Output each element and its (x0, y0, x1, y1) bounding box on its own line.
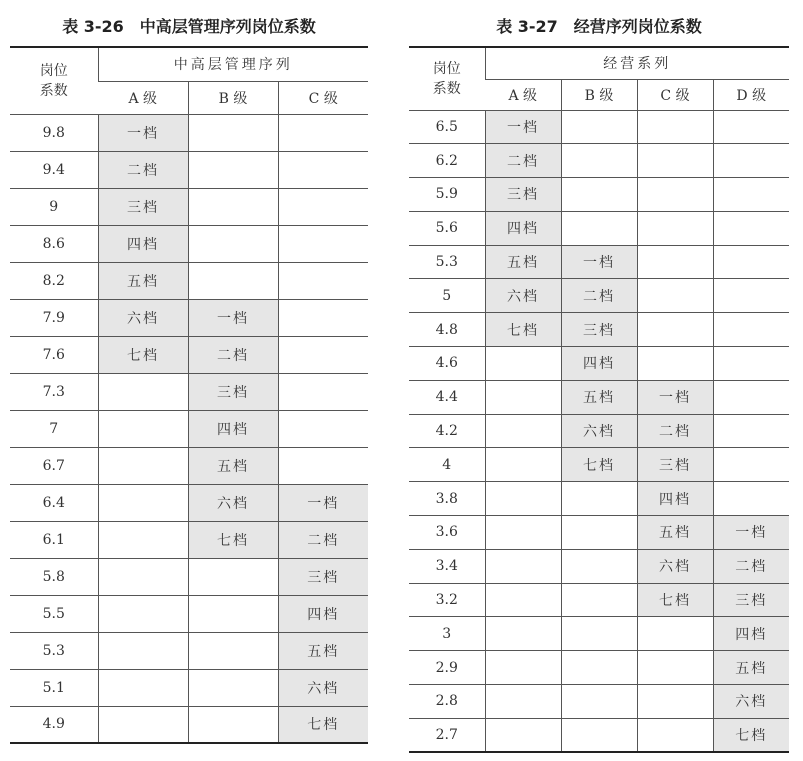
empty-cell (637, 718, 713, 752)
empty-cell (98, 669, 188, 706)
table-row (409, 617, 789, 651)
table-row (409, 448, 789, 482)
table-row (10, 225, 368, 262)
empty-cell (713, 482, 789, 516)
business-coefficient-table (409, 46, 789, 753)
empty-cell (98, 706, 188, 743)
grade-cell: 一档 (561, 245, 637, 279)
table-row (10, 373, 368, 410)
empty-cell (561, 617, 637, 651)
table-row (409, 211, 789, 245)
grade-cell: 七档 (98, 336, 188, 373)
empty-cell (485, 482, 561, 516)
empty-cell (713, 110, 789, 144)
grade-cell: 五档 (561, 380, 637, 414)
grade-cell: 七档 (561, 448, 637, 482)
grade-cell: 五档 (98, 262, 188, 299)
column-header: A 级 (485, 79, 561, 110)
grade-cell: 四档 (485, 211, 561, 245)
table-row (10, 114, 368, 151)
empty-cell (561, 211, 637, 245)
empty-cell (188, 669, 278, 706)
table-row (409, 347, 789, 381)
table-row (10, 521, 368, 558)
coefficient-cell: 6.5 (409, 110, 485, 144)
grade-cell: 三档 (561, 313, 637, 347)
coefficient-cell: 5.3 (10, 632, 98, 669)
grade-cell: 二档 (278, 521, 368, 558)
grade-cell: 六档 (278, 669, 368, 706)
grade-cell: 一档 (278, 484, 368, 521)
empty-cell (278, 447, 368, 484)
grade-cell: 一档 (98, 114, 188, 151)
grade-cell: 二档 (98, 151, 188, 188)
empty-cell (98, 373, 188, 410)
empty-cell (485, 516, 561, 550)
table-row (10, 484, 368, 521)
table-row (409, 583, 789, 617)
table-3-26-caption: 表 3-26 中高层管理序列岗位系数 (62, 17, 316, 36)
empty-cell (98, 410, 188, 447)
empty-cell (637, 110, 713, 144)
coefficient-cell: 4 (409, 448, 485, 482)
coefficient-cell: 3 (409, 617, 485, 651)
empty-cell (485, 583, 561, 617)
coefficient-cell: 5.3 (409, 245, 485, 279)
empty-cell (188, 151, 278, 188)
empty-cell (561, 685, 637, 719)
grade-cell: 四档 (98, 225, 188, 262)
grade-cell: 一档 (485, 110, 561, 144)
table-row (10, 151, 368, 188)
empty-cell (637, 651, 713, 685)
row-header-line1: 岗位 (432, 60, 461, 77)
table-row (409, 144, 789, 178)
grade-cell: 三档 (188, 373, 278, 410)
grade-cell: 七档 (188, 521, 278, 558)
grade-cell: 六档 (637, 549, 713, 583)
grade-cell: 六档 (98, 299, 188, 336)
grade-cell: 一档 (713, 516, 789, 550)
coefficient-cell: 5.9 (409, 178, 485, 212)
empty-cell (637, 211, 713, 245)
coefficient-cell: 3.4 (409, 549, 485, 583)
management-coefficient-table (10, 46, 368, 744)
grade-cell: 二档 (713, 549, 789, 583)
table-row (10, 188, 368, 225)
table-row (409, 482, 789, 516)
grade-cell: 一档 (188, 299, 278, 336)
grade-cell: 三档 (98, 188, 188, 225)
empty-cell (637, 313, 713, 347)
coefficient-cell: 5.8 (10, 558, 98, 595)
table-row (409, 245, 789, 279)
empty-cell (485, 448, 561, 482)
empty-cell (485, 380, 561, 414)
table-row (409, 414, 789, 448)
empty-cell (278, 262, 368, 299)
coefficient-cell: 6.4 (10, 484, 98, 521)
coefficient-cell: 8.6 (10, 225, 98, 262)
coefficient-cell: 4.2 (409, 414, 485, 448)
coefficient-cell: 5 (409, 279, 485, 313)
column-header: C 级 (278, 81, 368, 114)
row-header-line1: 岗位 (39, 62, 68, 79)
grade-cell: 七档 (485, 313, 561, 347)
empty-cell (713, 347, 789, 381)
table-row (409, 279, 789, 313)
empty-cell (485, 651, 561, 685)
table-row (10, 336, 368, 373)
coefficient-cell: 8.2 (10, 262, 98, 299)
group-header: 经营系列 (485, 47, 789, 79)
empty-cell (561, 482, 637, 516)
empty-cell (485, 685, 561, 719)
table-row (409, 651, 789, 685)
grade-cell: 五档 (278, 632, 368, 669)
table-row (10, 410, 368, 447)
empty-cell (637, 347, 713, 381)
empty-cell (98, 521, 188, 558)
column-header: B 级 (561, 79, 637, 110)
grade-cell: 七档 (637, 583, 713, 617)
coefficient-cell: 6.7 (10, 447, 98, 484)
empty-cell (637, 279, 713, 313)
empty-cell (637, 245, 713, 279)
coefficient-cell: 9 (10, 188, 98, 225)
coefficient-cell: 7.6 (10, 336, 98, 373)
empty-cell (485, 549, 561, 583)
grade-cell: 二档 (485, 144, 561, 178)
coefficient-cell: 5.5 (10, 595, 98, 632)
grade-cell: 三档 (485, 178, 561, 212)
empty-cell (188, 114, 278, 151)
table-row (409, 549, 789, 583)
empty-cell (561, 651, 637, 685)
group-header: 中高层管理序列 (98, 47, 368, 81)
empty-cell (188, 188, 278, 225)
coefficient-cell: 6.2 (409, 144, 485, 178)
table-row (10, 262, 368, 299)
coefficient-cell: 4.4 (409, 380, 485, 414)
table-row (409, 110, 789, 144)
table-row (409, 516, 789, 550)
empty-cell (98, 558, 188, 595)
table-row (409, 685, 789, 719)
grade-cell: 七档 (278, 706, 368, 743)
empty-cell (278, 336, 368, 373)
coefficient-cell: 5.1 (10, 669, 98, 706)
empty-cell (713, 414, 789, 448)
empty-cell (713, 448, 789, 482)
empty-cell (713, 313, 789, 347)
grade-cell: 五档 (637, 516, 713, 550)
grade-cell: 四档 (713, 617, 789, 651)
empty-cell (98, 484, 188, 521)
coefficient-cell: 7.3 (10, 373, 98, 410)
coefficient-cell: 2.7 (409, 718, 485, 752)
empty-cell (278, 151, 368, 188)
empty-cell (713, 211, 789, 245)
table-row (10, 669, 368, 706)
empty-cell (485, 414, 561, 448)
column-header: D 级 (713, 79, 789, 110)
empty-cell (98, 595, 188, 632)
empty-cell (188, 558, 278, 595)
empty-cell (713, 279, 789, 313)
empty-cell (637, 178, 713, 212)
empty-cell (561, 549, 637, 583)
empty-cell (278, 373, 368, 410)
grade-cell: 六档 (713, 685, 789, 719)
grade-cell: 七档 (713, 718, 789, 752)
empty-cell (485, 617, 561, 651)
grade-cell: 四档 (637, 482, 713, 516)
empty-cell (637, 144, 713, 178)
empty-cell (188, 262, 278, 299)
coefficient-cell: 9.8 (10, 114, 98, 151)
coefficient-cell: 5.6 (409, 211, 485, 245)
empty-cell (98, 632, 188, 669)
coefficient-cell: 4.9 (10, 706, 98, 743)
empty-cell (713, 245, 789, 279)
column-header: C 级 (637, 79, 713, 110)
table-row (10, 558, 368, 595)
grade-cell: 五档 (188, 447, 278, 484)
grade-cell: 三档 (278, 558, 368, 595)
column-header: B 级 (188, 81, 278, 114)
grade-cell: 二档 (637, 414, 713, 448)
table-row (409, 380, 789, 414)
table-row (409, 178, 789, 212)
row-header-line2: 系数 (432, 80, 461, 97)
coefficient-cell: 7.9 (10, 299, 98, 336)
empty-cell (485, 718, 561, 752)
empty-cell (561, 516, 637, 550)
table-row (10, 632, 368, 669)
empty-cell (713, 144, 789, 178)
table-row (10, 299, 368, 336)
column-header: A 级 (98, 81, 188, 114)
empty-cell (637, 617, 713, 651)
coefficient-cell: 9.4 (10, 151, 98, 188)
grade-cell: 一档 (637, 380, 713, 414)
table-row (10, 706, 368, 743)
empty-cell (98, 447, 188, 484)
empty-cell (713, 178, 789, 212)
empty-cell (188, 632, 278, 669)
table-row (10, 447, 368, 484)
table-row (409, 718, 789, 752)
empty-cell (278, 188, 368, 225)
empty-cell (561, 144, 637, 178)
empty-cell (713, 380, 789, 414)
grade-cell: 四档 (561, 347, 637, 381)
coefficient-cell: 2.8 (409, 685, 485, 719)
empty-cell (278, 225, 368, 262)
row-header-line2: 系数 (39, 82, 68, 99)
coefficient-cell: 3.6 (409, 516, 485, 550)
grade-cell: 五档 (485, 245, 561, 279)
grade-cell: 六档 (485, 279, 561, 313)
empty-cell (561, 178, 637, 212)
grade-cell: 三档 (637, 448, 713, 482)
coefficient-cell: 7 (10, 410, 98, 447)
row-header-cell (409, 47, 485, 110)
empty-cell (278, 410, 368, 447)
grade-cell: 二档 (561, 279, 637, 313)
coefficient-cell: 4.8 (409, 313, 485, 347)
grade-cell: 二档 (188, 336, 278, 373)
coefficient-cell: 6.1 (10, 521, 98, 558)
empty-cell (188, 595, 278, 632)
grade-cell: 五档 (713, 651, 789, 685)
empty-cell (188, 225, 278, 262)
empty-cell (278, 114, 368, 151)
row-header-cell (10, 47, 98, 114)
grade-cell: 三档 (713, 583, 789, 617)
empty-cell (278, 299, 368, 336)
coefficient-cell: 4.6 (409, 347, 485, 381)
grade-cell: 六档 (561, 414, 637, 448)
empty-cell (561, 718, 637, 752)
coefficient-cell: 3.2 (409, 583, 485, 617)
table-3-27-caption: 表 3-27 经营序列岗位系数 (496, 17, 702, 36)
table-row (409, 313, 789, 347)
coefficient-cell: 3.8 (409, 482, 485, 516)
grade-cell: 六档 (188, 484, 278, 521)
table-row (10, 595, 368, 632)
grade-cell: 四档 (188, 410, 278, 447)
coefficient-cell: 2.9 (409, 651, 485, 685)
empty-cell (561, 583, 637, 617)
empty-cell (637, 685, 713, 719)
empty-cell (561, 110, 637, 144)
grade-cell: 四档 (278, 595, 368, 632)
empty-cell (188, 706, 278, 743)
empty-cell (485, 347, 561, 381)
